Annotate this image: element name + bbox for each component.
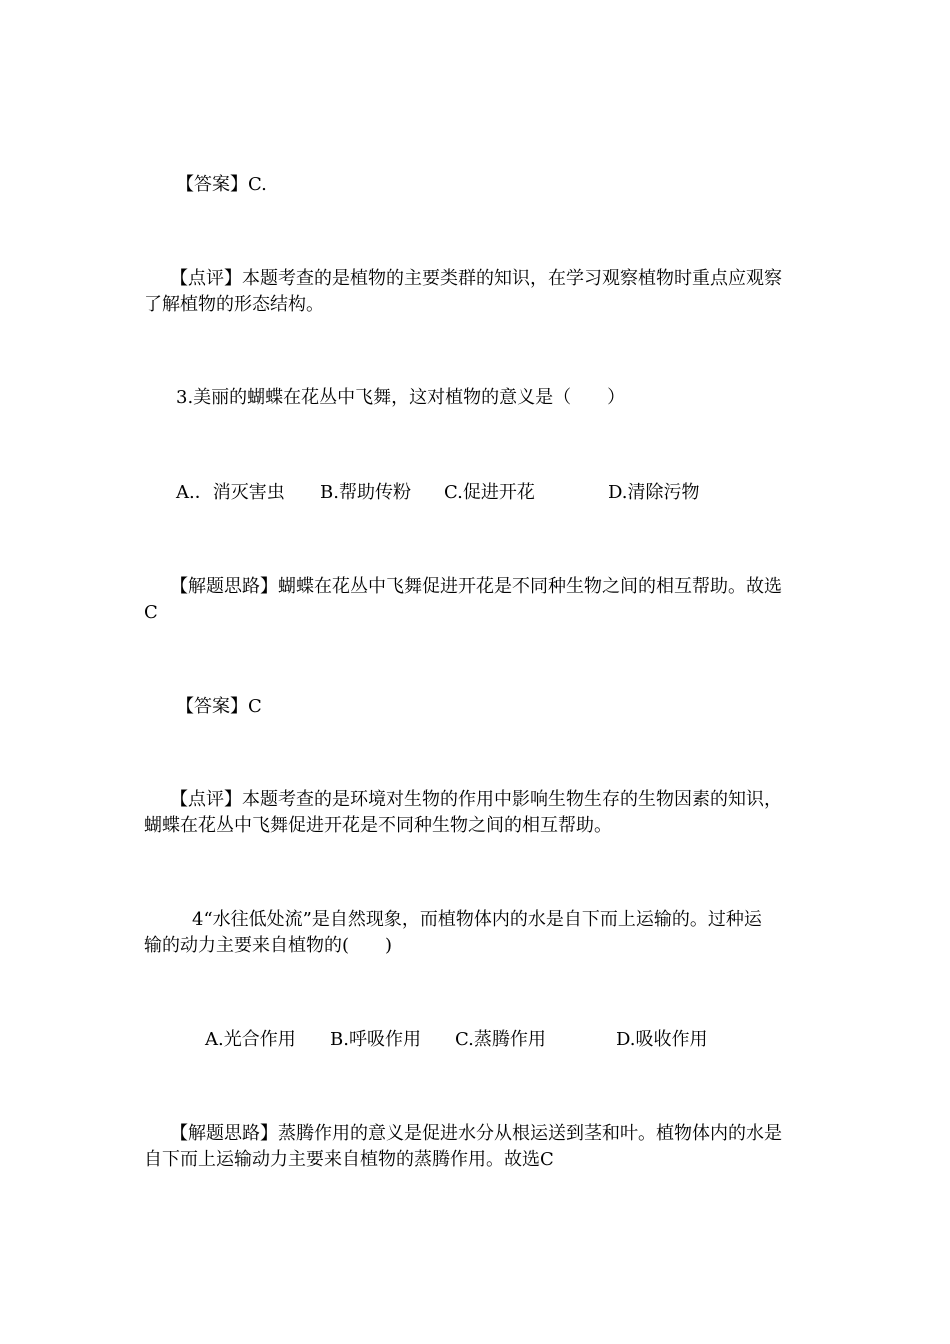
q3-answer: 【答案】C (176, 696, 262, 717)
q4-option-a: A.光合作用 (205, 1029, 296, 1050)
q4-option-d: D.吸收作用 (616, 1029, 708, 1050)
q2-answer: 【答案】C. (176, 174, 267, 195)
q3-option-c: C.促进开花 (444, 482, 535, 503)
q3-comment-line1: 【点评】本题考查的是环境对生物的作用中影响生物生存的生物因素的知识， (170, 789, 782, 810)
q4-stem-line1: 4“水往低处流”是自然现象，而植物体内的水是自下而上运输的。过种运 (192, 909, 762, 930)
q3-analysis-line2: C (144, 602, 158, 623)
q3-option-a: A.．消灭害虫 (176, 482, 285, 503)
q3-stem: 3.美丽的蝴蝶在花丛中飞舞，这对植物的意义是（ ） (176, 387, 626, 408)
q4-option-b: B.呼吸作用 (330, 1029, 421, 1050)
q3-comment-line2: 蝴蝶在花丛中飞舞促进开花是不同种生物之间的相互帮助。 (144, 815, 612, 836)
q3-option-d: D.清除污物 (608, 482, 700, 503)
q2-comment-line2: 了解植物的形态结构。 (144, 294, 324, 315)
q4-analysis-line1: 【解题思路】蒸腾作用的意义是促进水分从根运送到茎和叶。植物体内的水是 (170, 1123, 782, 1144)
q3-option-b: B.帮助传粉 (320, 482, 411, 503)
q4-stem-line2: 输的动力主要来自植物的( ) (144, 935, 393, 956)
q2-comment-line1: 【点评】本题考查的是植物的主要类群的知识，在学习观察植物时重点应观察 (170, 268, 782, 289)
q4-option-c: C.蒸腾作用 (455, 1029, 546, 1050)
q4-analysis-line2: 自下而上运输动力主要来自植物的蒸腾作用。故选C (144, 1149, 554, 1170)
q3-analysis-line1: 【解题思路】蝴蝶在花丛中飞舞促进开花是不同种生物之间的相互帮助。故选 (170, 576, 782, 597)
